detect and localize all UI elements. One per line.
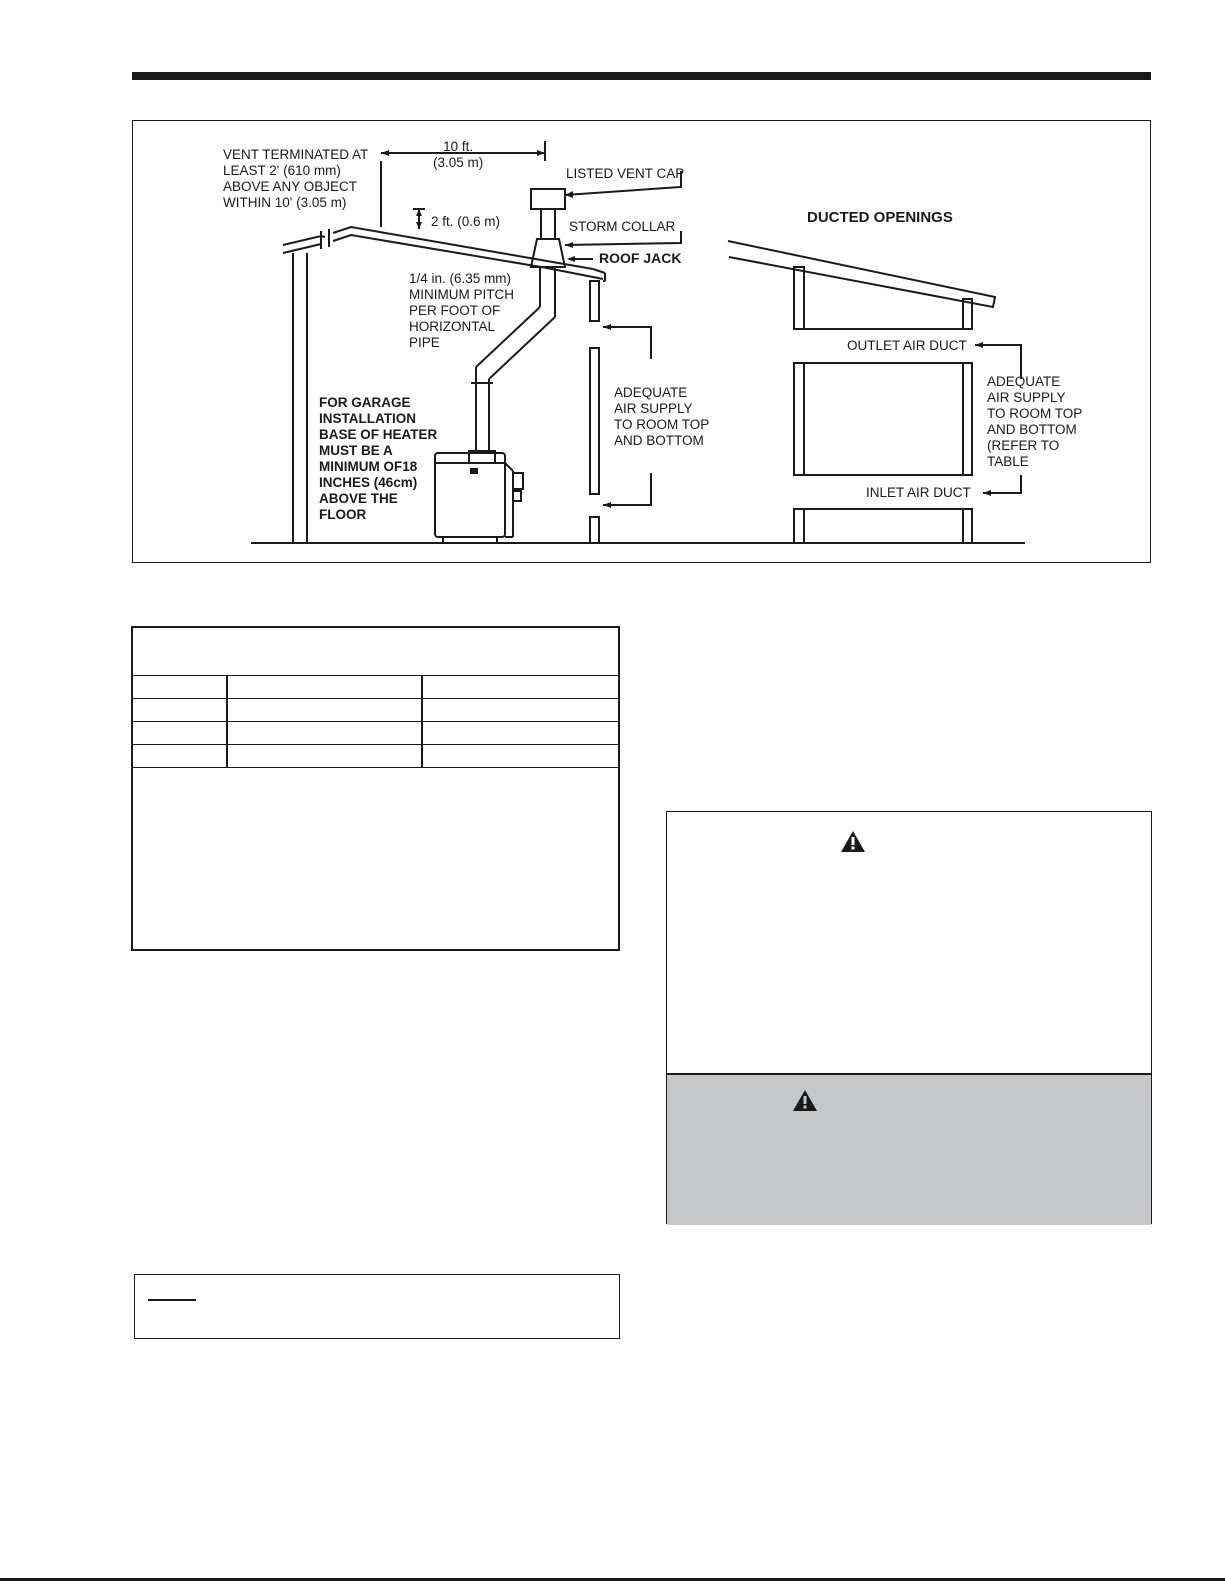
caution-band [667, 1073, 1151, 1225]
warning-box [666, 811, 1152, 1224]
pitch-label: 1/4 in. (6.35 mm) MINIMUM PITCH PER FOOT OF HORIZONTAL PIPE [409, 271, 514, 350]
table-row [133, 698, 618, 699]
storm-collar-label: STORM COLLAR [569, 219, 676, 234]
table-row [133, 744, 618, 745]
table-column-divider [226, 675, 228, 767]
table-row [133, 675, 618, 676]
footer-rule [0, 1578, 1225, 1581]
ducted-openings-heading: DUCTED OPENINGS [807, 209, 953, 226]
table-row [133, 721, 618, 722]
note-box [134, 1274, 620, 1339]
table-column-divider [421, 675, 423, 767]
outlet-air-duct-label: OUTLET AIR DUCT [847, 338, 967, 353]
adequate-air-right-label: ADEQUATE AIR SUPPLY TO ROOM TOP AND BOTTOM (REFER TO TABLE [987, 374, 1083, 469]
table-row [133, 767, 618, 768]
warning-triangle-icon [840, 830, 866, 853]
header-rule [132, 72, 1151, 80]
listed-vent-cap-label: LISTED VENT CAP [566, 166, 685, 181]
warning-triangle-icon [792, 1089, 818, 1112]
two-ft-label: 2 ft. (0.6 m) [431, 214, 501, 229]
garage-installation-label: FOR GARAGE INSTALLATION BASE OF HEATER MUST BE A MINIMUM OF18 INCHES (46cm) ABOVE THE FLOOR [319, 395, 438, 522]
vent-terminated-label: VENT TERMINATED AT LEAST 2' (610 mm) ABOVE ANY OBJECT WITHIN 10' (3.05 m) [223, 147, 369, 210]
ten-ft-label: 10 ft. (3.05 m) [433, 139, 484, 170]
adequate-air-left-label: ADEQUATE AIR SUPPLY TO ROOM TOP AND BOTTOM [614, 385, 710, 448]
roof-jack-label: ROOF JACK [599, 250, 682, 266]
air-supply-table [131, 626, 620, 951]
note-underline [148, 1299, 196, 1301]
installation-figure [132, 120, 1151, 563]
inlet-air-duct-label: INLET AIR DUCT [866, 485, 971, 500]
